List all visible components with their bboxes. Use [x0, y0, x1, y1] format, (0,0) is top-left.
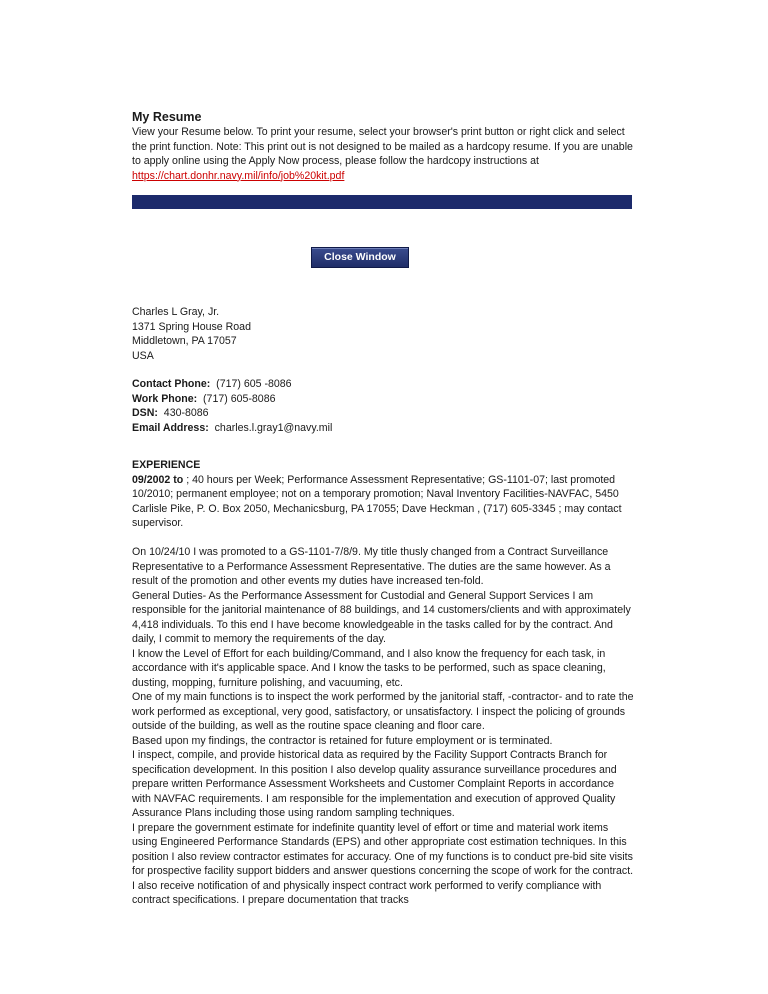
- experience-position: [132, 473, 634, 531]
- page-title: My Resume: [132, 110, 202, 124]
- applicant-name: Charles L Gray, Jr.: [132, 306, 220, 318]
- intro-text: [132, 125, 634, 183]
- experience-paragraph: General Duties- As the Performance Assessment for Custodial and General Support Services I am responsible for the janitorial maintenance of 88 buildings, and 14 customers/clients and with approximately 4,418 individuals. To this end I have become knowledgeable in the tasks called for by the contract. And daily, I commit to memory the requirements of the day.: [132, 589, 631, 645]
- experience-paragraph: I inspect, compile, and provide historical data as required by the Facility Support Contracts Branch for specification development. In this position I also develop quality assurance surveillance procedures and prepare written Performance Assessment Worksheets and Customer Complaint Reports in accordance with NAVFAC requirements. I am responsible for the implementation and execution of approved Quality Assurance Plans including those using random sampling techniques.: [132, 749, 617, 819]
- dsn-label: DSN:: [132, 407, 158, 419]
- hardcopy-instructions-link[interactable]: https://chart.donhr.navy.mil/info/job%20kit.pdf: [132, 169, 345, 182]
- work-phone-label: Work Phone:: [132, 392, 198, 405]
- contact-phone-label: Contact Phone:: [132, 378, 211, 390]
- experience-paragraph: I prepare the government estimate for indefinite quantity level of effort or time and material work items using Engineered Performance Standards (EPS) and other appropriate cost estimation techniques. In this position I also review contractor estimates for accuracy. One of my functions is to conduct pre-bid site visits for prospective facility support bidders and answer questions concerning the scope of work for the contract. I also receive notification of and physically inspect contract work performed to verify compliance with contract specifications. I prepare documentation that tracks: [132, 821, 634, 906]
- contact-block: [132, 377, 634, 435]
- dsn-row: [132, 406, 634, 421]
- email-value: charles.l.gray1@navy.mil: [214, 421, 333, 434]
- experience-position-details: ; 40 hours per Week; Performance Assessment Representative; GS-1101-07; last promoted 10/2010; permanent employee; not on a temporary promotion; Naval Inventory Facilities-NAVFAC, 5450 Carlisle Pike, P. O. Box 2050, Mechanicsburg, PA 17055; Dave Heckman , (717) 605-3345 ; may contact supervisor.: [132, 473, 622, 529]
- experience-paragraph: I know the Level of Effort for each building/Command, and I also know the frequency for each task, in accordance with it's applicable space. And I know the tasks to be performed, such as space cleaning, dusting, mopping, furniture polishing, and vacuuming, etc.: [132, 647, 606, 689]
- paragraph-spacer: [132, 531, 634, 546]
- experience-paragraph: Based upon my findings, the contractor is retained for future employment or is terminated.: [132, 734, 553, 747]
- contact-phone-row: [132, 377, 634, 392]
- address-block: [132, 305, 634, 363]
- experience-paragraph: On 10/24/10 I was promoted to a GS-1101-7/8/9. My title thusly changed from a Contract Surveillance Representative to a Performance Assessment Representative. The duties are the same however. As a result of the promotion and other events my duties have increased ten-fold.: [132, 546, 611, 587]
- email-row: [132, 421, 634, 436]
- dsn-value: 430-8086: [163, 407, 209, 419]
- address-city: Middletown, PA 17057: [132, 335, 237, 347]
- resume-page: [132, 110, 634, 906]
- address-country: USA: [132, 349, 154, 362]
- experience-date: 09/2002 to: [132, 473, 184, 486]
- contact-phone-value: (717) 605 -8086: [216, 378, 292, 390]
- work-phone-row: [132, 392, 634, 407]
- email-label: Email Address:: [132, 421, 209, 434]
- experience-paragraph: One of my main functions is to inspect the work performed by the janitorial staff, -contractor- and to rate the work performed as exceptional, very good, satisfactory, or unsatisfactory. I inspect the policing of grounds outside of the building, as well as the routine space cleaning and floor care.: [132, 691, 634, 732]
- close-window-button[interactable]: Close Window: [311, 247, 409, 268]
- experience-heading: EXPERIENCE: [132, 459, 201, 471]
- experience-section: [132, 458, 634, 908]
- header-divider-band: [132, 195, 632, 209]
- work-phone-value: (717) 605-8086: [203, 392, 276, 405]
- intro-body: View your Resume below. To print your resume, select your browser's print button or right click and select the print function. Note: This print out is not designed to be mailed as a hardcopy resume. If you are unable to apply online using the Apply Now process, please follow the hardcopy instructions at: [132, 126, 633, 167]
- address-street: 1371 Spring House Road: [132, 320, 251, 333]
